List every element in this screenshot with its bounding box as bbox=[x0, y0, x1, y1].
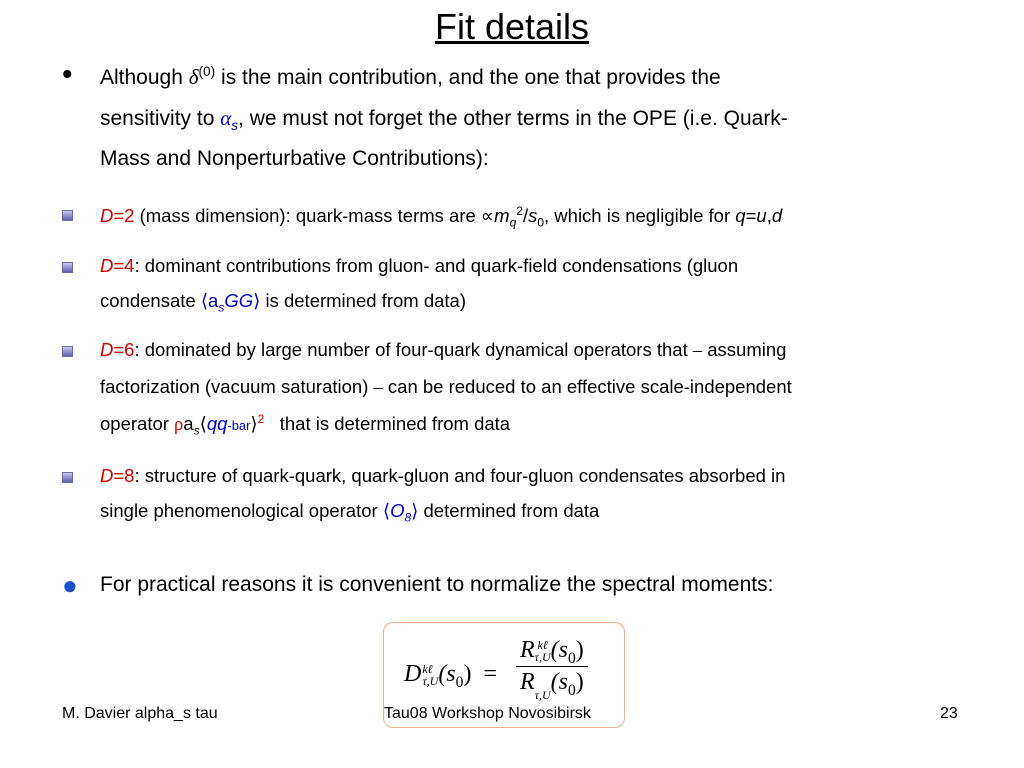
d8-label: D bbox=[100, 465, 114, 486]
d4-label: D bbox=[100, 255, 114, 276]
d8-eq: =8 bbox=[113, 465, 135, 486]
slide-title: Fit details bbox=[434, 6, 590, 47]
lhs-D: D bbox=[404, 661, 422, 687]
den-R: R bbox=[520, 669, 535, 695]
intro-line2b: , we must not forget the other terms in the OPE (i.e. Quark- bbox=[238, 107, 788, 130]
fraction-bar bbox=[516, 666, 588, 667]
equals: = bbox=[483, 661, 497, 687]
d4-line2a: condensate bbox=[100, 290, 201, 311]
d6-eq: =6 bbox=[113, 339, 135, 360]
mq: m bbox=[494, 205, 510, 226]
num-arg: (s bbox=[550, 637, 568, 663]
q-eq: = bbox=[745, 205, 757, 226]
d6-line2b: can be reduced to an effective scale-independent bbox=[382, 376, 792, 397]
d4-eq: =4 bbox=[113, 255, 135, 276]
item-d4 bbox=[100, 248, 980, 320]
bullet-dot: ● bbox=[62, 570, 78, 600]
d8-line2b: determined from data bbox=[418, 500, 600, 521]
den-close: ) bbox=[575, 669, 584, 695]
o-sub: 8 bbox=[404, 510, 412, 525]
rho-symbol: ρ bbox=[174, 415, 184, 435]
u-var: u bbox=[756, 205, 767, 226]
num-close: ) bbox=[575, 637, 584, 663]
lhs-arg-sub: 0 bbox=[455, 673, 464, 691]
prop-symbol: ∝ bbox=[480, 207, 495, 227]
item-d2 bbox=[100, 198, 980, 235]
langle: ⟨ bbox=[199, 415, 207, 435]
den-arg: (s bbox=[550, 669, 568, 695]
den-sub: τ,U bbox=[534, 688, 551, 702]
s-var: s bbox=[528, 205, 538, 226]
d4-line1: : dominant contributions from gluon- and quark-field condensations (gluon bbox=[134, 255, 739, 276]
square-bullet-icon bbox=[62, 210, 73, 221]
a-sub: s bbox=[218, 300, 225, 315]
gg-var: GG bbox=[224, 290, 254, 311]
comma: , bbox=[766, 205, 772, 226]
lhs-close: ) bbox=[463, 661, 472, 687]
bullet-dot: • bbox=[62, 58, 73, 91]
a-var: a bbox=[208, 290, 219, 311]
d2-eq: =2 bbox=[113, 205, 135, 226]
lhs-sub: τ,U bbox=[422, 674, 439, 689]
num-arg-sub: 0 bbox=[567, 649, 576, 667]
langle: ⟨ bbox=[200, 292, 209, 312]
num-sub: τ,U bbox=[534, 650, 551, 665]
numerator bbox=[516, 637, 588, 667]
intro-text: Although bbox=[100, 66, 189, 89]
num-R: R bbox=[520, 637, 535, 663]
langle: ⟨ bbox=[382, 502, 391, 522]
bar-text: -bar bbox=[227, 418, 251, 433]
footer-event: Tau08 Workshop Novosibirsk bbox=[384, 705, 591, 722]
slash: / bbox=[522, 205, 529, 226]
intro-line3: Mass and Nonperturbative Contributions): bbox=[100, 147, 489, 170]
intro-line2a: sensitivity to bbox=[100, 107, 221, 130]
den-arg-sub: 0 bbox=[567, 681, 576, 699]
o-var: O bbox=[390, 500, 405, 521]
rangle: ⟩ bbox=[411, 502, 419, 522]
d6-line1a: : dominated by large number of four-quark dynamical operators that bbox=[134, 339, 693, 360]
d6-label: D bbox=[100, 339, 114, 360]
footer-author: M. Davier alpha_s tau bbox=[62, 705, 218, 722]
intro-text-2: is the main contribution, and the one that provides the bbox=[215, 66, 721, 89]
d-var: d bbox=[771, 205, 783, 226]
rangle: ⟩ bbox=[253, 292, 261, 312]
a-var: a bbox=[183, 413, 194, 434]
rangle: ⟩ bbox=[250, 415, 258, 435]
q-var: q bbox=[735, 205, 746, 226]
s-sub: 0 bbox=[537, 215, 545, 230]
d2-tail: , which is negligible for bbox=[544, 205, 736, 226]
square-bullet-icon bbox=[62, 346, 73, 357]
final-bullet-text: For practical reasons it is convenient to normalize the spectral moments: bbox=[100, 573, 774, 596]
item-d8 bbox=[100, 458, 980, 530]
alpha-symbol: α bbox=[220, 106, 232, 130]
d2-text: (mass dimension): quark-mass terms are bbox=[134, 205, 481, 226]
intro-paragraph bbox=[100, 57, 980, 179]
d2-label: D bbox=[100, 205, 114, 226]
footer-page-number: 23 bbox=[940, 705, 958, 722]
d6-line2a: factorization (vacuum saturation) bbox=[100, 376, 374, 397]
item-d6 bbox=[100, 332, 980, 443]
lhs-sup: kℓ bbox=[422, 662, 433, 677]
d6-line3a: operator bbox=[100, 413, 175, 434]
a-sub: s bbox=[193, 423, 200, 438]
d8-line1: : structure of quark-quark, quark-gluon and four-gluon condensates absorbed in bbox=[134, 465, 786, 486]
lhs-arg: (s bbox=[438, 661, 456, 687]
sq-sup: 2 bbox=[257, 411, 265, 426]
mq-sub: q bbox=[509, 215, 517, 230]
formula-fraction bbox=[516, 637, 588, 701]
d6-line3b: that is determined from data bbox=[264, 413, 511, 434]
dash: – bbox=[692, 341, 703, 361]
d8-line2a: single phenomenological operator bbox=[100, 500, 383, 521]
d6-line1b: assuming bbox=[702, 339, 787, 360]
num-sup: kℓ bbox=[537, 638, 548, 653]
delta-symbol: δ bbox=[188, 65, 199, 89]
formula-lhs bbox=[404, 661, 497, 691]
square-bullet-icon bbox=[62, 472, 73, 483]
qq-var: qq bbox=[206, 413, 228, 434]
delta-sup: (0) bbox=[198, 64, 216, 79]
dash: – bbox=[373, 378, 383, 398]
d4-line2b: is determined from data) bbox=[260, 290, 466, 311]
denominator bbox=[516, 669, 588, 701]
mq-sup: 2 bbox=[516, 203, 523, 218]
alpha-sub: s bbox=[231, 118, 239, 134]
square-bullet-icon bbox=[62, 262, 73, 273]
